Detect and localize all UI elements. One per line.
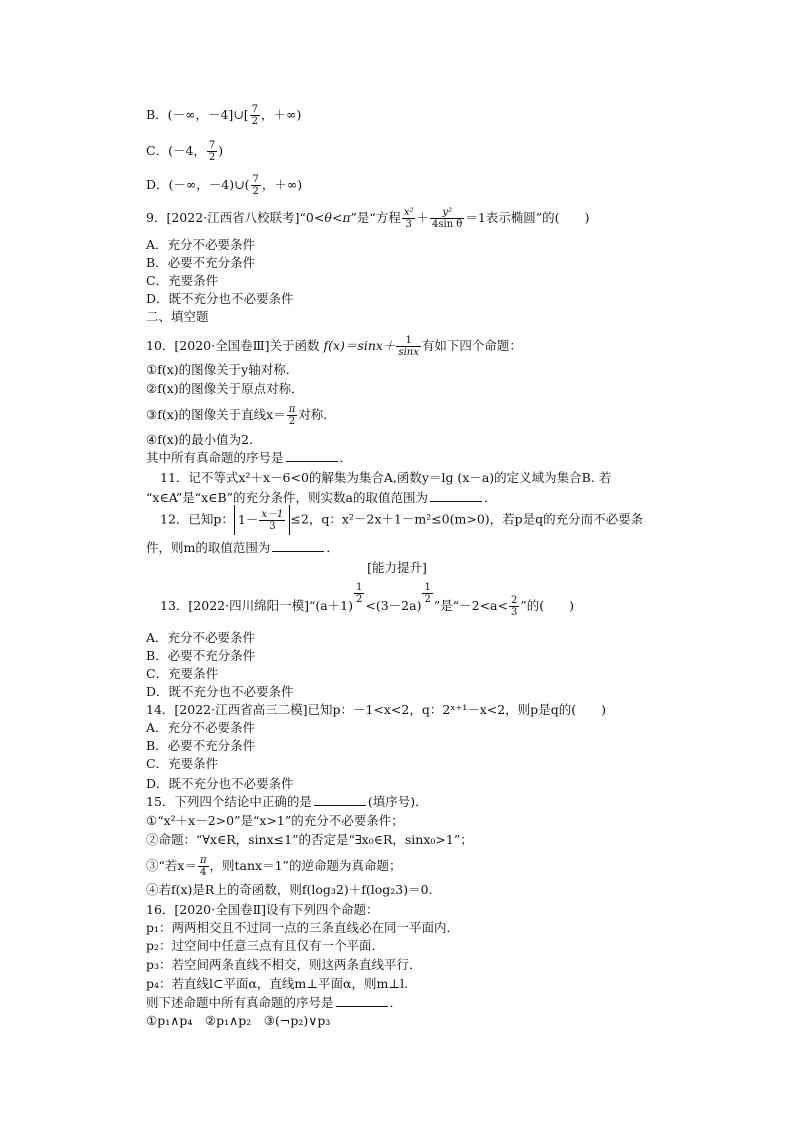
q9-option-c: C．充要条件: [146, 273, 219, 288]
q16-proposition-2: p₂：过空间中任意三点有且仅有一个平面．: [146, 938, 385, 953]
q10-proposition-2: ②f(x)的图像关于原点对称．: [146, 381, 304, 396]
q10-proposition-1: ①f(x)的图像关于y轴对称．: [146, 362, 299, 377]
q8-option-b: B．(－∞，－4]∪[ $\frac{7}{2}$ ，＋∞): [146, 104, 302, 127]
q13-option-d: D．既不充分也不必要条件: [146, 684, 294, 699]
q15-stem: 15．下列四个结论中正确的是 (填序号)．: [146, 794, 428, 809]
q13-option-c: C．充要条件: [146, 666, 219, 681]
q10-stem: 10．[2020·全国卷Ⅲ]关于函数 f(x)＝sinx＋ $\frac{1}{\sin x}$ 有如下四个命题：: [146, 335, 522, 358]
q16-choices: ①p₁∧p₄ ②p₁∧p₂ ③(¬p₂)∨p₃: [146, 1013, 331, 1028]
q15-statement-4: ④若f(x)是R上的奇函数，则f(log₃2)＋f(log₂3)＝0.: [146, 882, 433, 897]
q8-option-c: C．(－4， $\frac{7}{2}$ ): [146, 140, 224, 163]
answer-blank[interactable]: [272, 541, 324, 552]
q10-proposition-3: ③f(x)的图像关于直线x＝ $\frac{\pi}{2}$ 对称．: [146, 404, 336, 427]
q15-statement-2: ②命题：“∀x∈R，sinx≤1”的否定是“∃x₀∈R，sinx₀>1”；: [146, 832, 473, 847]
q14-option-a: A．充分不必要条件: [146, 720, 256, 735]
q16-proposition-1: p₁：两两相交且不过同一点的三条直线必在同一平面内．: [146, 920, 460, 935]
q16-stem: 16．[2020·全国卷Ⅱ]设有下列四个命题：: [146, 902, 379, 917]
answer-blank[interactable]: [336, 996, 388, 1007]
q15-statement-3: ③“若x＝ $\frac{\pi}{4}$ ，则tanx＝1”的逆命题为真命题；: [146, 855, 402, 878]
q14-option-d: D．既不充分也不必要条件: [146, 776, 294, 791]
q12-line1: 12．已知p： 1－ $\frac{x-1}{3}$ ≤2，q：x²－2x＋1－m²≤0(m>0)，若p是q的充分而不必要条: [160, 505, 643, 535]
q10-proposition-4: ④f(x)的最小值为2.: [146, 432, 254, 447]
q11-line1: 11．记不等式x²＋x－6<0的解集为集合A,函数y＝lg (x－a)的定义域为集合B. 若: [160, 470, 612, 485]
answer-blank[interactable]: [286, 451, 338, 462]
q13-option-a: A．充分不必要条件: [146, 630, 256, 645]
q16-proposition-4: p₄：若直线l⊂平面α，直线m⊥平面α，则m⊥l.: [146, 976, 409, 991]
q8-option-d: D．(－∞，－4)∪( $\frac{7}{2}$ ，＋∞): [146, 174, 303, 197]
q9-option-a: A．充分不必要条件: [146, 237, 256, 252]
section-heading-fill-in: 二、填空题: [146, 309, 209, 324]
q12-line2: 件，则m的取值范围为 ．: [146, 540, 339, 555]
absolute-value: 1－ $\frac{x-1}{3}$: [234, 505, 290, 535]
q9-option-d: D．既不充分也不必要条件: [146, 291, 294, 306]
q14-option-b: B．必要不充分条件: [146, 738, 256, 753]
q14-stem: 14．[2022·江西省高三二模]已知p：－1<x<2，q：2ˣ⁺¹－x<2，则p是q的( ): [146, 702, 606, 717]
q16-ask: 则下述命题中所有真命题的序号是 ．: [146, 995, 403, 1010]
answer-blank[interactable]: [314, 795, 366, 806]
section-heading-ability: [能力提升]: [367, 560, 427, 575]
q9-stem: 9．[2022·江西省八校联考]“0<θ<π”是“方程 $\frac{\text{x²}}{3}$ ＋ $\frac{\text{y²}}{\text{4sin θ}}$ ＝1表示椭圆”的( ): [146, 207, 590, 230]
q16-proposition-3: p₃：若空间两条直线不相交，则这两条直线平行．: [146, 957, 422, 972]
q13-stem: 13．[2022·四川绵阳一模]“(a＋1) $\frac{1}{2}$ <(3－2a) $\frac{1}{2}$ ”是“－2<a< $\frac{2}{3}$ ”的( ): [160, 582, 575, 618]
q13-option-b: B．必要不充分条件: [146, 648, 256, 663]
q14-option-c: C．充要条件: [146, 756, 219, 771]
answer-blank[interactable]: [430, 491, 482, 502]
q11-line2: “x∈A”是“x∈B”的充分条件，则实数a的取值范围为 ．: [146, 490, 497, 505]
q9-option-b: B．必要不充分条件: [146, 255, 256, 270]
q10-ask: 其中所有真命题的序号是 ．: [146, 450, 353, 465]
q15-statement-1: ①“x²＋x－2>0”是“x>1”的充分不必要条件；: [146, 813, 404, 828]
